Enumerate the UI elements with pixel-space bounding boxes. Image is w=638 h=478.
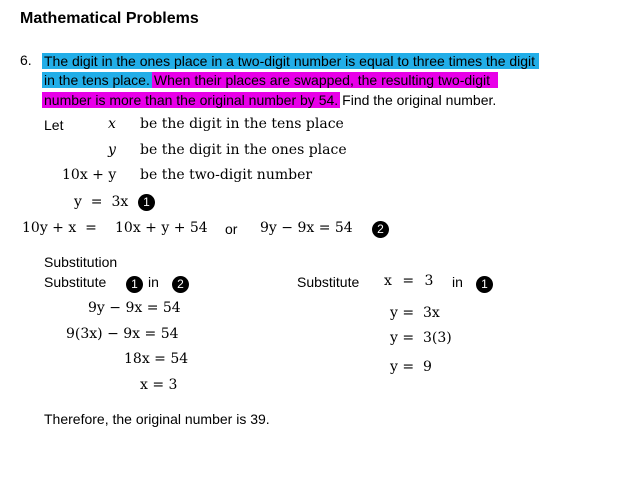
def-text-x: be the digit in the tens place [140, 116, 344, 132]
right-step-1: y = 3x [390, 305, 440, 321]
step-1: 9y − 9x = 54 [88, 300, 181, 316]
equation-1-marker: 1 [138, 194, 155, 211]
question-line-1 [42, 52, 539, 71]
equation-2-rhs: 10x + y + 54 [115, 220, 208, 236]
equation-1: y = 3x [74, 194, 129, 210]
substitute-marker-a: 1 [126, 276, 143, 293]
equation-2-lhs: 10y + x = [22, 220, 97, 236]
def-text-y: be the digit in the ones place [140, 142, 347, 158]
right-step-3: y = 9 [390, 359, 432, 375]
substitute-right-marker: 1 [476, 276, 493, 293]
question-number: 6. [20, 52, 32, 68]
equation-2-alt: 9y − 9x = 54 [260, 220, 353, 236]
in-label: in [148, 274, 159, 290]
step-2: 9(3x) − 9x = 54 [66, 326, 179, 342]
substitute-right-value: x = 3 [384, 273, 434, 289]
substitute-marker-b: 2 [172, 276, 189, 293]
in-right-label: in [452, 274, 463, 290]
var-number: 10x + y [62, 167, 117, 183]
def-text-number: be the two-digit number [140, 167, 313, 183]
conclusion: Therefore, the original number is 39. [44, 411, 270, 427]
right-step-2: y = 3(3) [390, 330, 452, 346]
substitution-heading: Substitution [44, 254, 118, 270]
equation-2-marker: 2 [372, 221, 389, 238]
substitute-right-label: Substitute [297, 274, 360, 290]
or-label: or [225, 221, 238, 237]
page-title: Mathematical Problems [20, 10, 199, 27]
question-line-2 [42, 71, 498, 90]
highlight-magenta: number is more than the original number by 54. [44, 92, 339, 108]
question-line-3 [42, 91, 496, 110]
step-4: x = 3 [140, 377, 178, 393]
question-tail: Find the original number. [342, 92, 497, 108]
highlight-magenta: When their places are swapped, the resulting two-digit [152, 72, 498, 88]
highlight-cyan: The digit in the ones place in a two-digit number is equal to three times the digit [42, 53, 539, 69]
substitute-label: Substitute [44, 274, 107, 290]
let-label: Let [44, 117, 64, 133]
highlight-cyan: in the tens place. [44, 72, 150, 88]
var-x: x [108, 116, 116, 132]
var-y: y [108, 142, 116, 158]
step-3: 18x = 54 [124, 351, 189, 367]
